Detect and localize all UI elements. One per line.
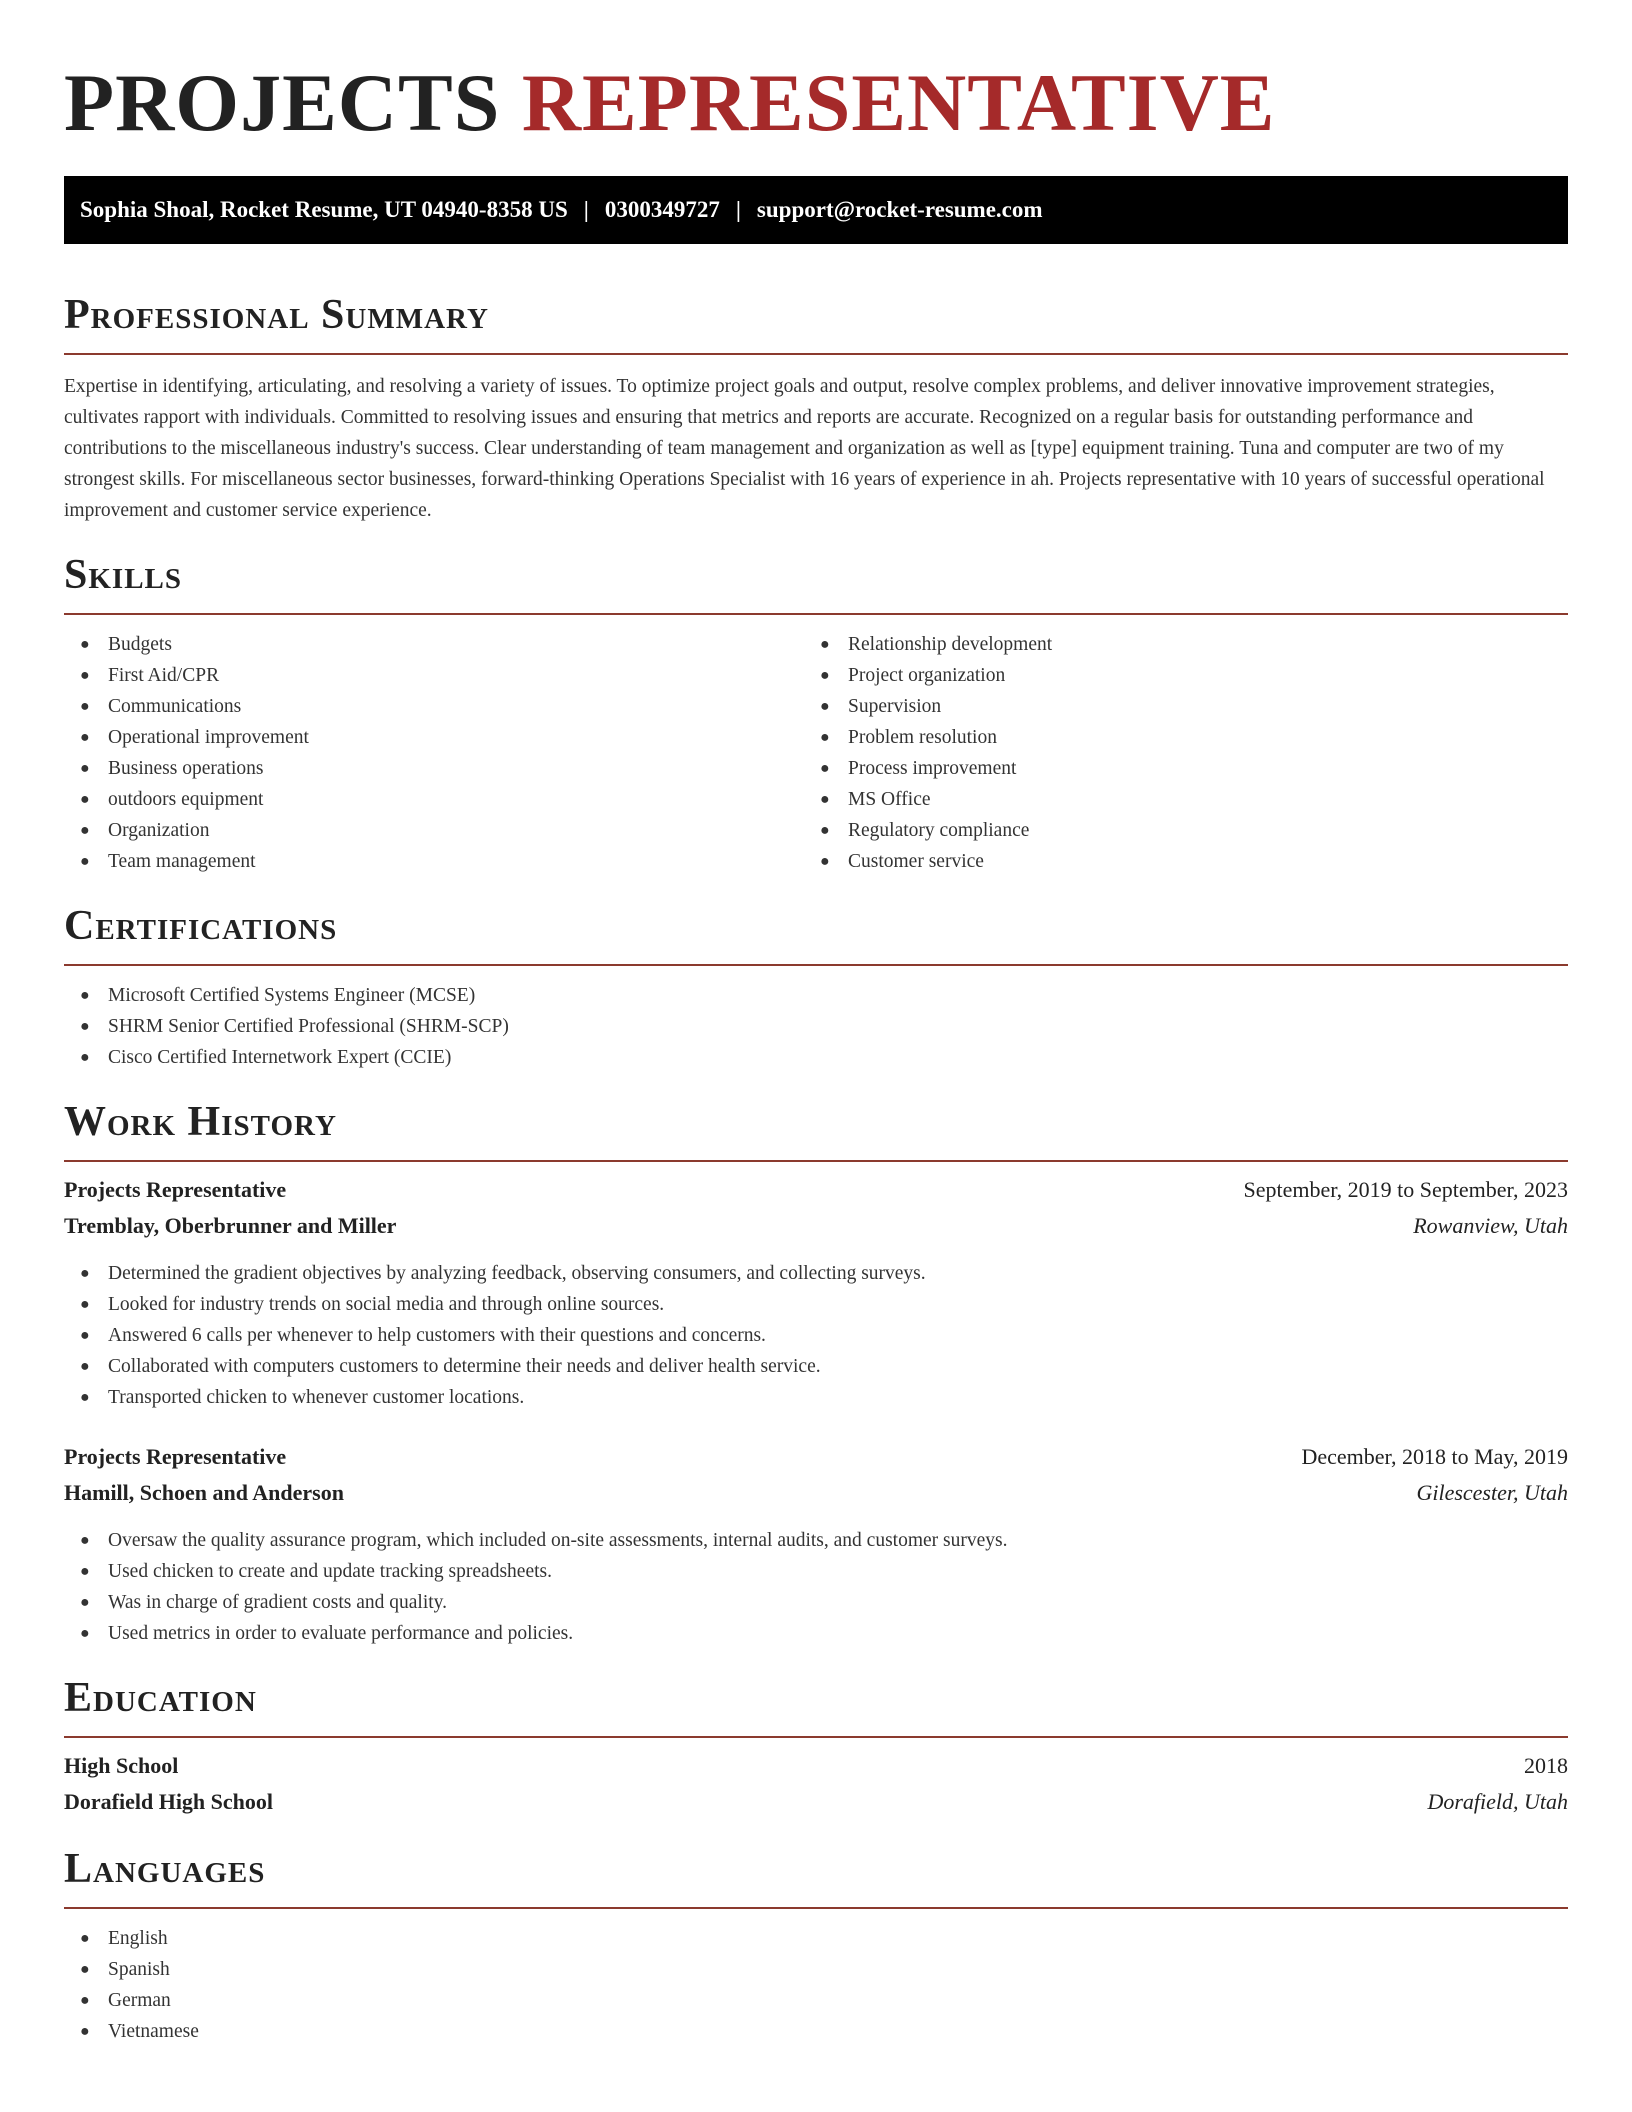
skill-text: Problem resolution bbox=[848, 727, 997, 748]
job-duties-list bbox=[64, 1525, 1568, 1649]
job-dates: December, 2018 to May, 2019 bbox=[1301, 1444, 1568, 1469]
bullet-icon: ● bbox=[80, 729, 90, 746]
bullet-icon: ● bbox=[80, 698, 90, 715]
bullet-icon: ● bbox=[80, 760, 90, 777]
list-item bbox=[64, 1525, 1568, 1556]
language-text: German bbox=[108, 1990, 171, 2011]
bullet-icon: ● bbox=[80, 667, 90, 684]
education-heading: Education bbox=[64, 1675, 257, 1721]
list-item bbox=[64, 629, 804, 660]
list-item bbox=[64, 1042, 1568, 1073]
language-text: Spanish bbox=[108, 1959, 170, 1980]
languages-heading: Languages bbox=[64, 1846, 266, 1892]
certifications-section bbox=[64, 901, 1568, 1073]
resume-title bbox=[64, 0, 1568, 148]
duty-text: Used chicken to create and update tracking spreadsheets. bbox=[108, 1561, 552, 1582]
list-item bbox=[804, 629, 1544, 660]
section-divider bbox=[64, 1160, 1568, 1162]
section-divider bbox=[64, 964, 1568, 966]
bullet-icon: ● bbox=[820, 760, 830, 777]
bullet-icon: ● bbox=[80, 1961, 90, 1978]
languages-list bbox=[64, 1923, 1568, 2047]
skill-text: Communications bbox=[108, 696, 242, 717]
list-item bbox=[64, 660, 804, 691]
list-item bbox=[64, 846, 804, 877]
duty-text: Used metrics in order to evaluate performance and policies. bbox=[108, 1623, 574, 1644]
resume-page bbox=[64, 0, 1568, 2047]
skill-text: MS Office bbox=[848, 789, 931, 810]
list-item bbox=[64, 1618, 1568, 1649]
skills-columns bbox=[64, 629, 1568, 877]
work-history-heading: Work History bbox=[64, 1099, 337, 1145]
bullet-icon: ● bbox=[820, 636, 830, 653]
certifications-heading: Certifications bbox=[64, 903, 338, 949]
skill-text: Regulatory compliance bbox=[848, 820, 1030, 841]
education-header-row bbox=[64, 1748, 1568, 1784]
section-divider bbox=[64, 1907, 1568, 1909]
list-item bbox=[804, 846, 1544, 877]
section-divider bbox=[64, 1736, 1568, 1738]
section-divider bbox=[64, 353, 1568, 355]
list-item bbox=[804, 691, 1544, 722]
list-item bbox=[804, 753, 1544, 784]
bullet-icon: ● bbox=[80, 1594, 90, 1611]
job-company: Hamill, Schoen and Anderson bbox=[64, 1480, 344, 1505]
list-item bbox=[804, 815, 1544, 846]
skill-text: outdoors equipment bbox=[108, 789, 264, 810]
list-item bbox=[64, 2016, 1568, 2047]
bullet-icon: ● bbox=[80, 1265, 90, 1282]
summary-text: Expertise in identifying, articulating, and resolving a variety of issues. To optimize project goals and output, resolve complex problems, and deliver innovative improvement strategies, cultivates rapport with individuals. Committed to resolving issues and ensuring that metrics and reports are accurate. Recognized on a regular basis for outstanding performance and contributions to the miscellaneous industry's success. Clear understanding of team management and organization as well as [type] equipment training. Tuna and computer are two of my strongest skills. For miscellaneous sector businesses, forward-thinking Operations Specialist with 16 years of experience in ah. Projects representative with 10 years of successful operational improvement and customer service experience. bbox=[64, 376, 1545, 521]
bullet-icon: ● bbox=[80, 1327, 90, 1344]
job-company-row bbox=[64, 1208, 1568, 1244]
job-header-row bbox=[64, 1439, 1568, 1475]
list-item bbox=[804, 722, 1544, 753]
skill-text: Supervision bbox=[848, 696, 942, 717]
bullet-icon: ● bbox=[80, 1992, 90, 2009]
job-location: Rowanview, Utah bbox=[1413, 1213, 1568, 1238]
skill-text: Project organization bbox=[848, 665, 1006, 686]
bullet-icon: ● bbox=[80, 822, 90, 839]
list-item bbox=[64, 691, 804, 722]
section-divider bbox=[64, 613, 1568, 615]
bullet-icon: ● bbox=[80, 1358, 90, 1375]
bullet-icon: ● bbox=[80, 1930, 90, 1947]
duty-text: Oversaw the quality assurance program, which included on-site assessments, internal audits, and customer surveys. bbox=[108, 1530, 1008, 1551]
bullet-icon: ● bbox=[80, 1389, 90, 1406]
bullet-icon: ● bbox=[80, 2023, 90, 2040]
skill-text: Team management bbox=[108, 851, 256, 872]
bullet-icon: ● bbox=[80, 1563, 90, 1580]
job-dates: September, 2019 to September, 2023 bbox=[1243, 1177, 1568, 1202]
list-item bbox=[64, 1587, 1568, 1618]
bullet-icon: ● bbox=[820, 698, 830, 715]
list-item bbox=[64, 1258, 1568, 1289]
education-school: Dorafield High School bbox=[64, 1789, 274, 1814]
list-item bbox=[64, 815, 804, 846]
job-entry bbox=[64, 1439, 1568, 1649]
contact-bar bbox=[64, 176, 1568, 244]
education-location: Dorafield, Utah bbox=[1427, 1789, 1568, 1814]
bullet-icon: ● bbox=[80, 1049, 90, 1066]
bullet-icon: ● bbox=[820, 822, 830, 839]
job-title: Projects Representative bbox=[64, 1177, 287, 1202]
duty-text: Transported chicken to whenever customer locations. bbox=[108, 1387, 525, 1408]
education-section bbox=[64, 1673, 1568, 1820]
list-item bbox=[64, 722, 804, 753]
skill-text: Business operations bbox=[108, 758, 264, 779]
list-item bbox=[64, 753, 804, 784]
contact-phone: 0300349727 bbox=[604, 197, 720, 222]
title-main: PROJECTS bbox=[64, 57, 501, 148]
bullet-icon: ● bbox=[80, 1532, 90, 1549]
job-duties-list bbox=[64, 1258, 1568, 1413]
job-title: Projects Representative bbox=[64, 1444, 287, 1469]
job-location: Gilescester, Utah bbox=[1416, 1480, 1568, 1505]
education-degree: High School bbox=[64, 1753, 179, 1778]
bullet-icon: ● bbox=[80, 791, 90, 808]
list-item bbox=[64, 1556, 1568, 1587]
contact-address: Sophia Shoal, Rocket Resume, UT 04940-8358 US bbox=[80, 197, 568, 222]
job-entry bbox=[64, 1172, 1568, 1413]
duty-text: Looked for industry trends on social media and through online sources. bbox=[108, 1294, 665, 1315]
job-company: Tremblay, Oberbrunner and Miller bbox=[64, 1213, 397, 1238]
skills-list-right bbox=[804, 629, 1544, 877]
bullet-icon: ● bbox=[820, 853, 830, 870]
duty-text: Collaborated with computers customers to determine their needs and deliver health service. bbox=[108, 1356, 821, 1377]
skills-list-left bbox=[64, 629, 804, 877]
bullet-icon: ● bbox=[820, 667, 830, 684]
certification-text: Cisco Certified Internetwork Expert (CCIE) bbox=[108, 1047, 452, 1068]
certification-text: SHRM Senior Certified Professional (SHRM-SCP) bbox=[108, 1016, 509, 1037]
title-accent: REPRESENTATIVE bbox=[521, 57, 1276, 148]
language-text: Vietnamese bbox=[108, 2021, 199, 2042]
work-history-section bbox=[64, 1097, 1568, 1649]
duty-text: Determined the gradient objectives by analyzing feedback, observing consumers, and collecting surveys. bbox=[108, 1263, 926, 1284]
list-item bbox=[64, 1954, 1568, 1985]
skill-text: Process improvement bbox=[848, 758, 1017, 779]
list-item bbox=[64, 1011, 1568, 1042]
education-school-row bbox=[64, 1784, 1568, 1820]
bullet-icon: ● bbox=[80, 1296, 90, 1313]
list-item bbox=[804, 660, 1544, 691]
list-item bbox=[64, 1320, 1568, 1351]
list-item bbox=[64, 784, 804, 815]
bullet-icon: ● bbox=[80, 636, 90, 653]
contact-separator: | bbox=[735, 197, 741, 222]
skill-text: Relationship development bbox=[848, 634, 1053, 655]
bullet-icon: ● bbox=[820, 791, 830, 808]
list-item bbox=[64, 1923, 1568, 1954]
contact-email[interactable]: support@rocket-resume.com bbox=[756, 197, 1043, 222]
language-text: English bbox=[108, 1928, 168, 1949]
contact-separator: | bbox=[583, 197, 589, 222]
list-item bbox=[804, 784, 1544, 815]
education-entry bbox=[64, 1748, 1568, 1820]
job-company-row bbox=[64, 1475, 1568, 1511]
education-year: 2018 bbox=[1524, 1753, 1568, 1778]
list-item bbox=[64, 1985, 1568, 2016]
bullet-icon: ● bbox=[80, 1625, 90, 1642]
list-item bbox=[64, 1289, 1568, 1320]
certifications-list bbox=[64, 980, 1568, 1073]
summary-section bbox=[64, 290, 1568, 526]
job-header-row bbox=[64, 1172, 1568, 1208]
skills-section bbox=[64, 550, 1568, 877]
summary-heading: Professional Summary bbox=[64, 292, 489, 338]
skill-text: Customer service bbox=[848, 851, 984, 872]
bullet-icon: ● bbox=[80, 987, 90, 1004]
skill-text: Operational improvement bbox=[108, 727, 309, 748]
list-item bbox=[64, 980, 1568, 1011]
skill-text: Budgets bbox=[108, 634, 172, 655]
skill-text: Organization bbox=[108, 820, 210, 841]
skill-text: First Aid/CPR bbox=[108, 665, 220, 686]
list-item bbox=[64, 1351, 1568, 1382]
skills-heading: Skills bbox=[64, 552, 183, 598]
bullet-icon: ● bbox=[80, 1018, 90, 1035]
bullet-icon: ● bbox=[820, 729, 830, 746]
languages-section bbox=[64, 1844, 1568, 2047]
bullet-icon: ● bbox=[80, 853, 90, 870]
duty-text: Answered 6 calls per whenever to help customers with their questions and concerns. bbox=[108, 1325, 766, 1346]
certification-text: Microsoft Certified Systems Engineer (MCSE) bbox=[108, 985, 476, 1006]
list-item bbox=[64, 1382, 1568, 1413]
duty-text: Was in charge of gradient costs and quality. bbox=[108, 1592, 448, 1613]
